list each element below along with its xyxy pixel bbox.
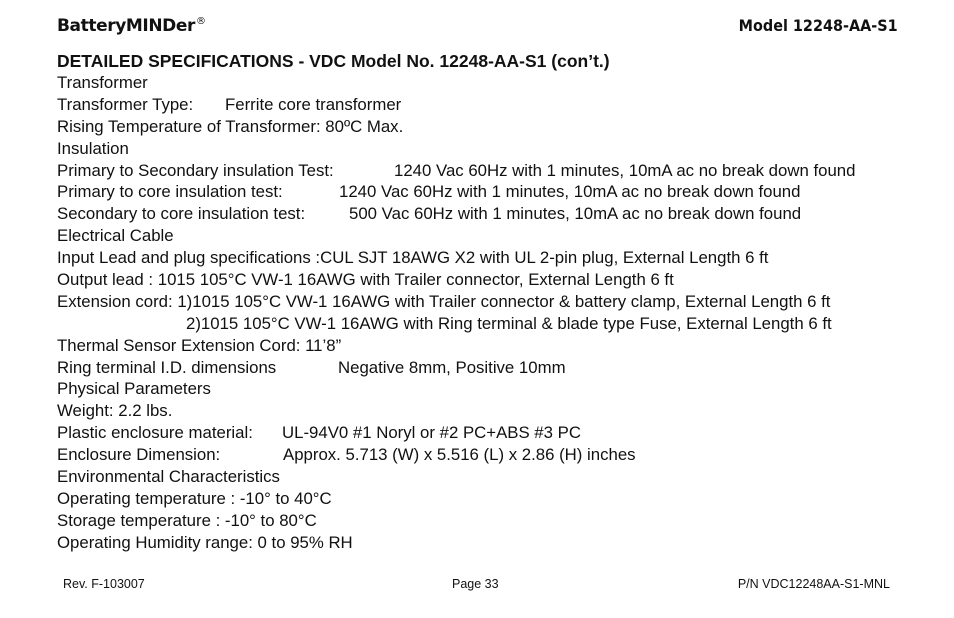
spec-value: Negative 8mm, Positive 10mm [338, 357, 566, 377]
spec-line-output-lead [57, 269, 830, 291]
spec-label: Ring terminal I.D. dimensions [57, 357, 277, 377]
section-heading: DETAILED SPECIFICATIONS - VDC Model No. 12248-AA-S1 (con’t.) [57, 51, 610, 71]
spec-line-humidity [57, 532, 830, 554]
spec-label: Primary to Secondary insulation Test: [57, 160, 334, 180]
spec-label: Input Lead and plug specifications :CUL SJT 18AWG X2 with UL 2-pin plug, External Length 6 ft [57, 248, 769, 268]
spec-line-extension-cord-2 [57, 313, 830, 335]
spec-line-weight [57, 400, 830, 422]
spec-label: Electrical Cable [57, 226, 174, 246]
spec-label: Rising Temperature of Transformer: 80ºC Max. [57, 116, 404, 136]
spec-value: Approx. 5.713 (W) x 5.516 (L) x 2.86 (H) inches [283, 445, 636, 465]
spec-line-extension-cord [57, 291, 830, 313]
spec-label: Insulation [57, 138, 129, 158]
footer-part-number: P/N VDC12248AA-S1-MNL [737, 577, 890, 591]
spec-line-secondary-core [57, 203, 830, 225]
spec-line-operating-temp [57, 488, 830, 510]
spec-line-environmental [57, 466, 830, 488]
spec-line-enclosure-dimension [57, 444, 830, 466]
spec-line-storage-temp [57, 510, 830, 532]
spec-line-rising-temp [57, 116, 830, 138]
spec-label: Weight: 2.2 lbs. [57, 401, 173, 421]
spec-label: Transformer Type: [57, 94, 194, 114]
spec-value: 1240 Vac 60Hz with 1 minutes, 10mA ac no break down found [394, 160, 856, 180]
spec-label: Operating Humidity range: 0 to 95% RH [57, 532, 353, 552]
spec-label: Primary to core insulation test: [57, 182, 283, 202]
spec-line-input-lead [57, 247, 830, 269]
spec-value: UL-94V0 #1 Noryl or #2 PC+ABS #3 PC [282, 423, 581, 443]
spec-label: Secondary to core insulation test: [57, 204, 306, 224]
spec-label: Thermal Sensor Extension Cord: 11’8” [57, 335, 342, 355]
spec-line-physical [57, 378, 830, 400]
registered-mark: ® [195, 16, 206, 27]
spec-label: Operating temperature : -10° to 40°C [57, 488, 332, 508]
spec-value: 2)1015 105°C VW-1 16AWG with Ring terminal & blade type Fuse, External Length 6 ft [186, 313, 832, 333]
spec-line-ring-terminal [57, 357, 830, 379]
spec-value: 1240 Vac 60Hz with 1 minutes, 10mA ac no break down found [339, 182, 801, 202]
spec-line-thermal-sensor [57, 335, 830, 357]
spec-line-primary-secondary [57, 160, 856, 182]
spec-label: Physical Parameters [57, 379, 211, 399]
spec-label: Environmental Characteristics [57, 467, 280, 487]
spec-line-primary-core [57, 181, 830, 203]
spec-line-transformer-type [57, 94, 830, 116]
spec-label: Plastic enclosure material: [57, 423, 253, 443]
model-number: Model 12248-AA-S1 [739, 16, 898, 35]
spec-line-transformer [57, 72, 830, 94]
spec-label: Transformer [57, 73, 148, 92]
spec-label: Extension cord: 1)1015 105°C VW-1 16AWG with Trailer connector & battery clamp, External Length 6 ft [57, 291, 831, 311]
spec-lines [57, 72, 856, 554]
footer-revision: Rev. F-103007 [63, 577, 145, 591]
spec-value: Ferrite core transformer [225, 94, 402, 114]
brand-text: BatteryMINDer [57, 16, 195, 36]
spec-line-enclosure-material [57, 422, 830, 444]
spec-label: Enclosure Dimension: [57, 445, 221, 465]
spec-value: 500 Vac 60Hz with 1 minutes, 10mA ac no break down found [349, 204, 802, 224]
spec-line-insulation [57, 138, 830, 160]
brand-name [57, 16, 206, 36]
spec-line-electrical-cable [57, 225, 830, 247]
spec-label: Output lead : 1015 105°C VW-1 16AWG with Trailer connector, External Length 6 ft [57, 270, 674, 290]
footer-page-number: Page 33 [452, 577, 499, 591]
spec-label: Storage temperature : -10° to 80°C [57, 510, 317, 530]
